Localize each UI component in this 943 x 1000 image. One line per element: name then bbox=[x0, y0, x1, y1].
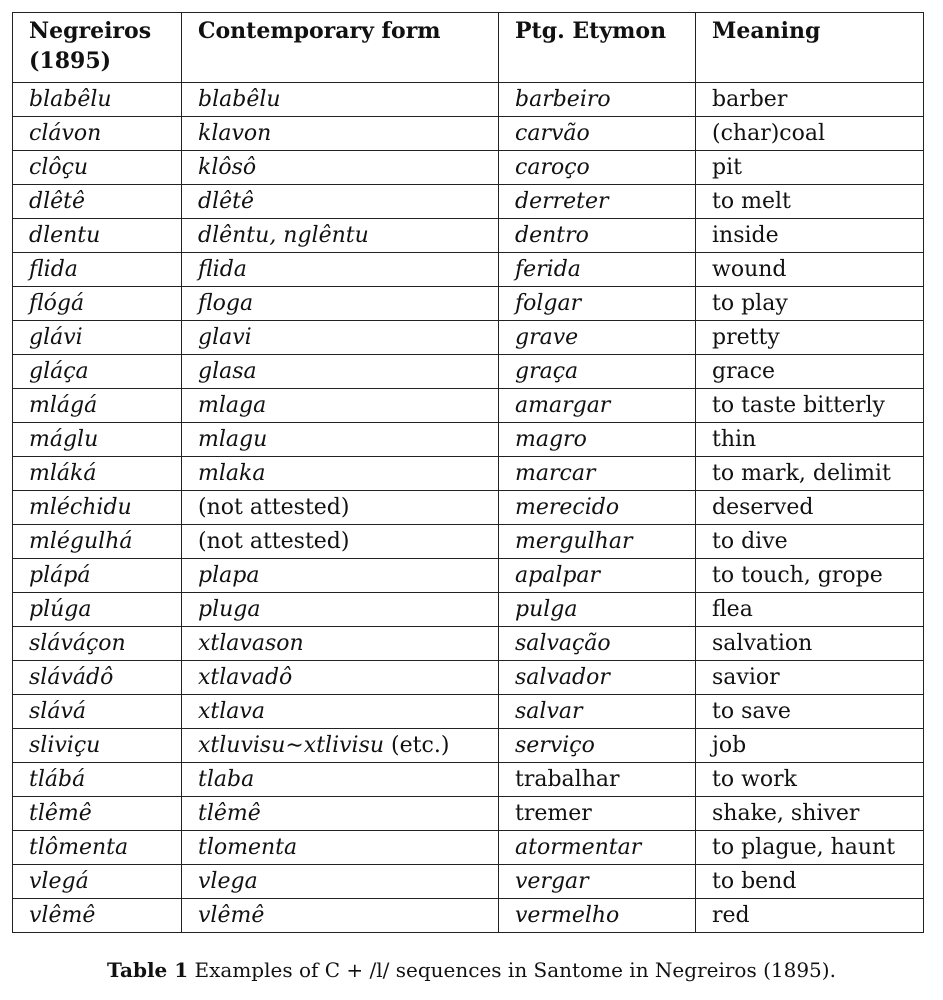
table-caption bbox=[0, 958, 943, 982]
cell-meaning: to touch, grope bbox=[696, 559, 924, 593]
cell-meaning: inside bbox=[696, 219, 924, 253]
cell-etymon: salvação bbox=[499, 627, 696, 661]
table-container bbox=[12, 12, 923, 933]
cell-etymon: caroço bbox=[499, 151, 696, 185]
cell-contemporary: mlagu bbox=[182, 423, 499, 457]
cell-etymon: carvão bbox=[499, 117, 696, 151]
cell-contemporary: glavi bbox=[182, 321, 499, 355]
cell-negreiros: mláká bbox=[13, 457, 182, 491]
table-row bbox=[13, 899, 924, 933]
table-row bbox=[13, 287, 924, 321]
cell-contemporary: (not attested) bbox=[182, 525, 499, 559]
table-row bbox=[13, 627, 924, 661]
cell-negreiros: blabêlu bbox=[13, 83, 182, 117]
cell-etymon: trabalhar bbox=[499, 763, 696, 797]
caption-text: Examples of C + /l/ sequences in Santome in Negreiros (1895). bbox=[188, 958, 836, 982]
cell-etymon: dentro bbox=[499, 219, 696, 253]
cell-meaning: shake, shiver bbox=[696, 797, 924, 831]
cell-negreiros: máglu bbox=[13, 423, 182, 457]
cell-contemporary: vlega bbox=[182, 865, 499, 899]
cell-etymon: vermelho bbox=[499, 899, 696, 933]
table-row bbox=[13, 457, 924, 491]
cell-meaning: grace bbox=[696, 355, 924, 389]
table-row bbox=[13, 219, 924, 253]
cell-negreiros: tlêmê bbox=[13, 797, 182, 831]
cell-meaning: pretty bbox=[696, 321, 924, 355]
cell-negreiros: dlentu bbox=[13, 219, 182, 253]
cell-negreiros: slává bbox=[13, 695, 182, 729]
cell-etymon: magro bbox=[499, 423, 696, 457]
table-row bbox=[13, 491, 924, 525]
cell-contemporary: tlomenta bbox=[182, 831, 499, 865]
cell-meaning: savior bbox=[696, 661, 924, 695]
table-header-row bbox=[13, 13, 924, 83]
cell-contemporary: pluga bbox=[182, 593, 499, 627]
cell-etymon: apalpar bbox=[499, 559, 696, 593]
cell-contemporary: dlêntu, nglêntu bbox=[182, 219, 499, 253]
cell-negreiros: flógá bbox=[13, 287, 182, 321]
cell-etymon: serviço bbox=[499, 729, 696, 763]
cell-meaning: to mark, delimit bbox=[696, 457, 924, 491]
table-row bbox=[13, 83, 924, 117]
cell-etymon: folgar bbox=[499, 287, 696, 321]
cell-meaning: red bbox=[696, 899, 924, 933]
cell-etymon: derreter bbox=[499, 185, 696, 219]
cell-etymon: atormentar bbox=[499, 831, 696, 865]
cell-meaning: thin bbox=[696, 423, 924, 457]
table-body bbox=[13, 83, 924, 933]
cell-contemporary: xtlava bbox=[182, 695, 499, 729]
cell-meaning: to dive bbox=[696, 525, 924, 559]
cell-negreiros: mlégulhá bbox=[13, 525, 182, 559]
cell-meaning: deserved bbox=[696, 491, 924, 525]
table-row bbox=[13, 185, 924, 219]
header-ptg-etymon: Ptg. Etymon bbox=[499, 13, 696, 83]
cell-negreiros: flida bbox=[13, 253, 182, 287]
cell-contemporary: blabêlu bbox=[182, 83, 499, 117]
cell-etymon: salvador bbox=[499, 661, 696, 695]
cell-meaning: pit bbox=[696, 151, 924, 185]
cell-meaning: wound bbox=[696, 253, 924, 287]
cell-meaning: to melt bbox=[696, 185, 924, 219]
cell-contemporary: tlaba bbox=[182, 763, 499, 797]
cell-etymon: barbeiro bbox=[499, 83, 696, 117]
cell-etymon: pulga bbox=[499, 593, 696, 627]
cell-meaning: barber bbox=[696, 83, 924, 117]
cell-negreiros: sláváçon bbox=[13, 627, 182, 661]
cell-contemporary-form: xtluvisu∼xtlivisu bbox=[198, 733, 385, 758]
table-row bbox=[13, 865, 924, 899]
cell-etymon: amargar bbox=[499, 389, 696, 423]
cell-meaning: flea bbox=[696, 593, 924, 627]
cell-contemporary: xtlavason bbox=[182, 627, 499, 661]
table-row bbox=[13, 525, 924, 559]
data-table bbox=[12, 12, 924, 933]
table-row bbox=[13, 559, 924, 593]
cell-etymon: tremer bbox=[499, 797, 696, 831]
cell-negreiros: glávi bbox=[13, 321, 182, 355]
cell-negreiros: gláça bbox=[13, 355, 182, 389]
cell-negreiros: clôçu bbox=[13, 151, 182, 185]
table-row bbox=[13, 423, 924, 457]
table-row bbox=[13, 729, 924, 763]
cell-contemporary: xtlavadô bbox=[182, 661, 499, 695]
cell-etymon: salvar bbox=[499, 695, 696, 729]
cell-negreiros: tlômenta bbox=[13, 831, 182, 865]
cell-negreiros: mléchidu bbox=[13, 491, 182, 525]
cell-negreiros: sliviçu bbox=[13, 729, 182, 763]
cell-negreiros: tlábá bbox=[13, 763, 182, 797]
cell-meaning: to plague, haunt bbox=[696, 831, 924, 865]
header-negreiros: Negreiros (1895) bbox=[13, 13, 182, 83]
cell-contemporary: klôsô bbox=[182, 151, 499, 185]
cell-contemporary: mlaka bbox=[182, 457, 499, 491]
table-row bbox=[13, 389, 924, 423]
cell-meaning: (char)coal bbox=[696, 117, 924, 151]
cell-contemporary: klavon bbox=[182, 117, 499, 151]
table-row bbox=[13, 695, 924, 729]
table-row bbox=[13, 763, 924, 797]
cell-meaning: to bend bbox=[696, 865, 924, 899]
table-row bbox=[13, 831, 924, 865]
cell-contemporary bbox=[182, 729, 499, 763]
table-row bbox=[13, 151, 924, 185]
cell-negreiros: dlêtê bbox=[13, 185, 182, 219]
cell-contemporary: tlêmê bbox=[182, 797, 499, 831]
cell-contemporary: (not attested) bbox=[182, 491, 499, 525]
cell-contemporary: mlaga bbox=[182, 389, 499, 423]
cell-etymon: graça bbox=[499, 355, 696, 389]
caption-label: Table 1 bbox=[107, 958, 189, 982]
cell-negreiros: mlágá bbox=[13, 389, 182, 423]
cell-etymon: ferida bbox=[499, 253, 696, 287]
table-row bbox=[13, 593, 924, 627]
cell-negreiros: slávádô bbox=[13, 661, 182, 695]
table-row bbox=[13, 797, 924, 831]
cell-negreiros: vlêmê bbox=[13, 899, 182, 933]
cell-contemporary: dlêtê bbox=[182, 185, 499, 219]
cell-negreiros: plúga bbox=[13, 593, 182, 627]
cell-meaning: to save bbox=[696, 695, 924, 729]
cell-etymon: vergar bbox=[499, 865, 696, 899]
cell-negreiros: clávon bbox=[13, 117, 182, 151]
cell-meaning: to work bbox=[696, 763, 924, 797]
header-meaning: Meaning bbox=[696, 13, 924, 83]
header-contemporary-form: Contemporary form bbox=[182, 13, 499, 83]
table-row bbox=[13, 253, 924, 287]
cell-negreiros: vlegá bbox=[13, 865, 182, 899]
cell-contemporary: floga bbox=[182, 287, 499, 321]
cell-negreiros: plápá bbox=[13, 559, 182, 593]
cell-meaning: job bbox=[696, 729, 924, 763]
cell-contemporary-note: (etc.) bbox=[384, 733, 450, 758]
cell-meaning: salvation bbox=[696, 627, 924, 661]
cell-contemporary: plapa bbox=[182, 559, 499, 593]
table-row bbox=[13, 321, 924, 355]
cell-etymon: grave bbox=[499, 321, 696, 355]
table-row bbox=[13, 117, 924, 151]
cell-contemporary: glasa bbox=[182, 355, 499, 389]
table-row bbox=[13, 355, 924, 389]
cell-meaning: to play bbox=[696, 287, 924, 321]
cell-contemporary: vlêmê bbox=[182, 899, 499, 933]
cell-etymon: mergulhar bbox=[499, 525, 696, 559]
cell-meaning: to taste bitterly bbox=[696, 389, 924, 423]
cell-etymon: marcar bbox=[499, 457, 696, 491]
table-row bbox=[13, 661, 924, 695]
cell-contemporary: flida bbox=[182, 253, 499, 287]
cell-etymon: merecido bbox=[499, 491, 696, 525]
